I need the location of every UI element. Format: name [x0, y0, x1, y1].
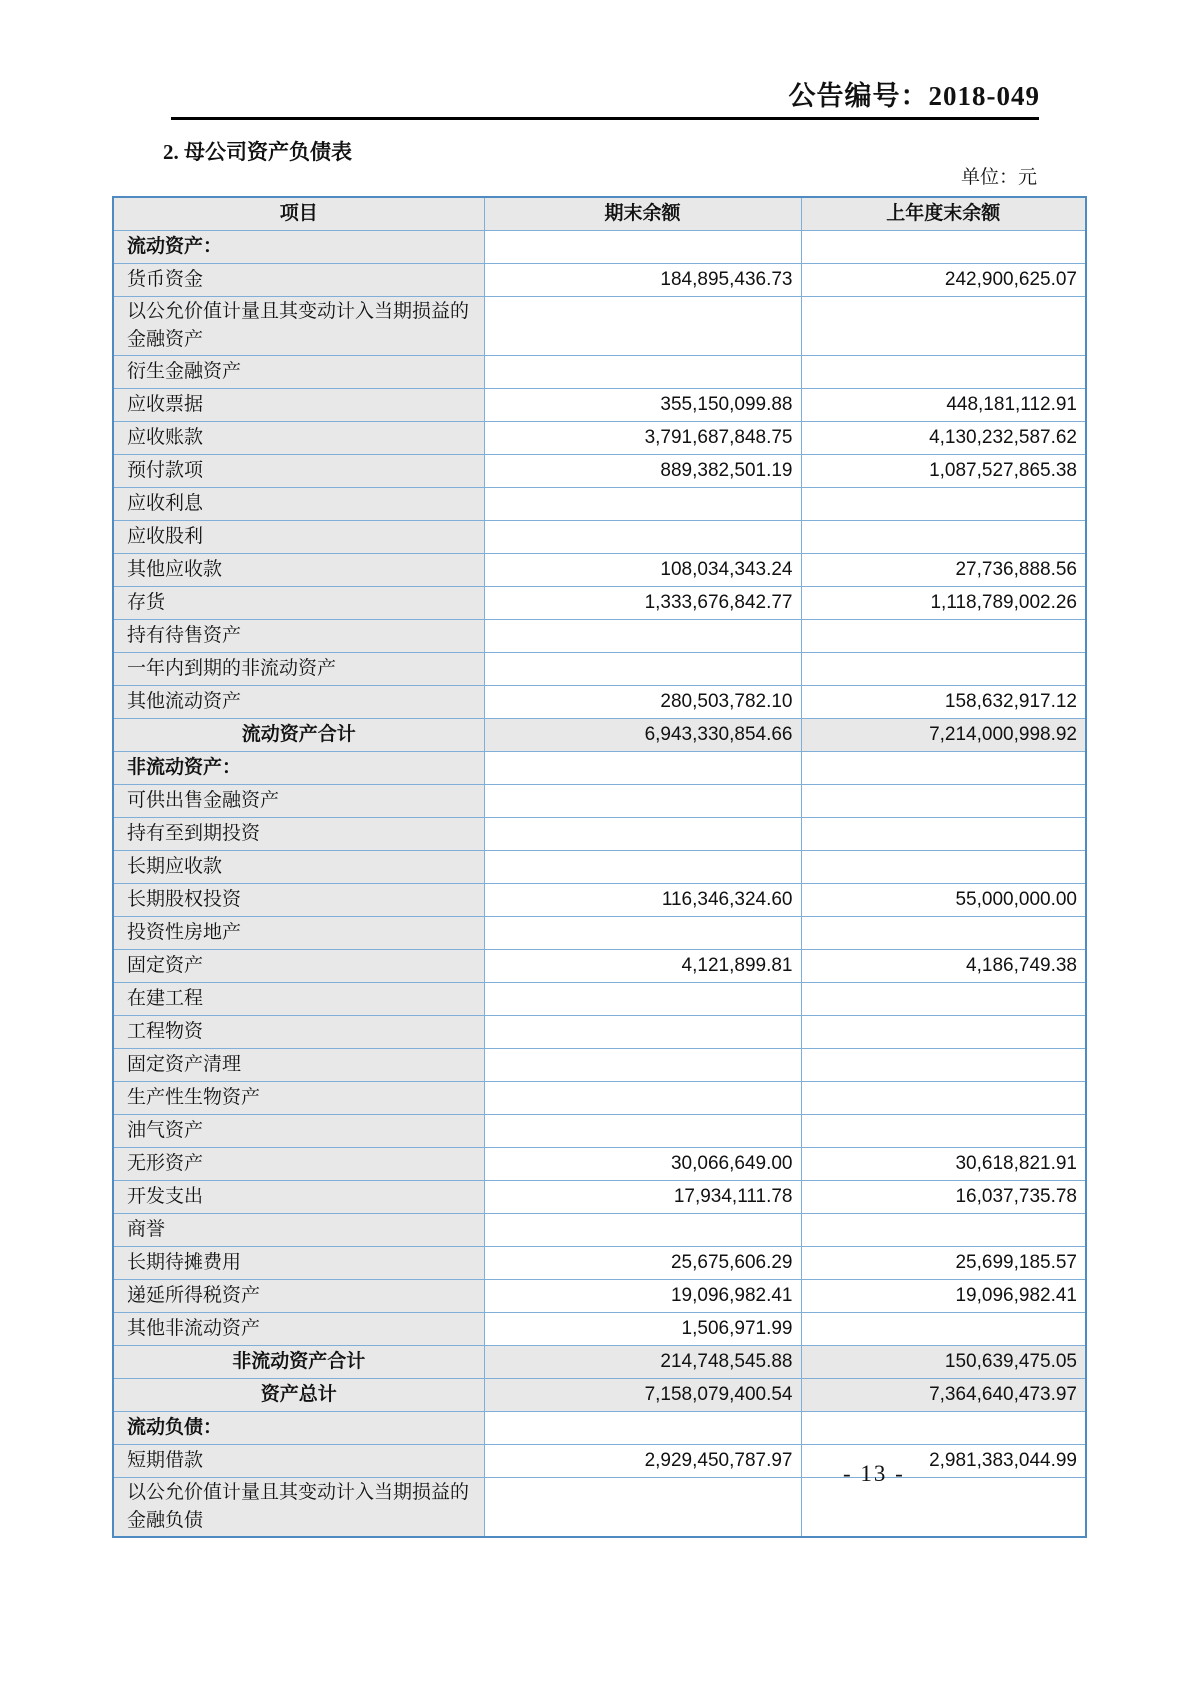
item-label-cell: 衍生金融资产 — [113, 356, 484, 389]
table-row — [113, 1412, 1086, 1445]
ending-balance-cell: 3,791,687,848.75 — [484, 422, 801, 455]
table-row — [113, 686, 1086, 719]
ending-balance-cell — [484, 1214, 801, 1247]
ending-balance-cell: 6,943,330,854.66 — [484, 719, 801, 752]
announcement-number: 公告编号：2018-049 — [788, 81, 1040, 111]
ending-balance-cell — [484, 620, 801, 653]
prior-year-balance-cell — [801, 983, 1086, 1016]
table-row — [113, 983, 1086, 1016]
item-label-cell: 油气资产 — [113, 1115, 484, 1148]
prior-year-balance-cell: 27,736,888.56 — [801, 554, 1086, 587]
item-label-cell: 投资性房地产 — [113, 917, 484, 950]
item-label-cell: 长期应收款 — [113, 851, 484, 884]
prior-year-balance-cell — [801, 917, 1086, 950]
prior-year-balance-cell — [801, 1049, 1086, 1082]
prior-year-balance-cell: 25,699,185.57 — [801, 1247, 1086, 1280]
prior-year-balance-cell: 1,118,789,002.26 — [801, 587, 1086, 620]
ending-balance-cell: 4,121,899.81 — [484, 950, 801, 983]
ending-balance-cell: 7,158,079,400.54 — [484, 1379, 801, 1412]
table-row — [113, 554, 1086, 587]
item-label-cell: 以公允价值计量且其变动计入当期损益的金融负债 — [113, 1478, 484, 1538]
ending-balance-cell: 214,748,545.88 — [484, 1346, 801, 1379]
table-row — [113, 356, 1086, 389]
table-row — [113, 752, 1086, 785]
prior-year-balance-cell — [801, 521, 1086, 554]
page-number: - 13 - — [843, 1461, 905, 1486]
item-label-cell: 其他应收款 — [113, 554, 484, 587]
ending-balance-cell — [484, 1016, 801, 1049]
item-label-cell: 递延所得税资产 — [113, 1280, 484, 1313]
item-label-cell: 流动负债： — [113, 1412, 484, 1445]
item-label-cell: 流动资产合计 — [113, 719, 484, 752]
column-header-item: 项目 — [113, 197, 484, 231]
ending-balance-cell: 108,034,343.24 — [484, 554, 801, 587]
prior-year-balance-cell — [801, 231, 1086, 264]
prior-year-balance-cell — [801, 851, 1086, 884]
item-label-cell: 应收利息 — [113, 488, 484, 521]
item-label-cell: 以公允价值计量且其变动计入当期损益的金融资产 — [113, 297, 484, 356]
section-title: 2. 母公司资产负债表 — [163, 140, 352, 164]
item-label-cell: 固定资产 — [113, 950, 484, 983]
table-row — [113, 1478, 1086, 1538]
ending-balance-cell: 280,503,782.10 — [484, 686, 801, 719]
table-row — [113, 1049, 1086, 1082]
prior-year-balance-cell: 4,186,749.38 — [801, 950, 1086, 983]
item-label-cell: 工程物资 — [113, 1016, 484, 1049]
ending-balance-cell — [484, 1115, 801, 1148]
table-row — [113, 1148, 1086, 1181]
table-row — [113, 1181, 1086, 1214]
ending-balance-cell — [484, 231, 801, 264]
table-row — [113, 1115, 1086, 1148]
ending-balance-cell — [484, 917, 801, 950]
prior-year-balance-cell — [801, 356, 1086, 389]
item-label-cell: 一年内到期的非流动资产 — [113, 653, 484, 686]
item-label-cell: 生产性生物资产 — [113, 1082, 484, 1115]
item-label-cell: 商誉 — [113, 1214, 484, 1247]
table-row — [113, 950, 1086, 983]
prior-year-balance-cell: 30,618,821.91 — [801, 1148, 1086, 1181]
table-row — [113, 1346, 1086, 1379]
table-row — [113, 455, 1086, 488]
prior-year-balance-cell — [801, 1313, 1086, 1346]
item-label-cell: 持有至到期投资 — [113, 818, 484, 851]
item-label-cell: 预付款项 — [113, 455, 484, 488]
item-label-cell: 无形资产 — [113, 1148, 484, 1181]
unit-label: 单位：元 — [960, 167, 1037, 188]
ending-balance-cell — [484, 653, 801, 686]
item-label-cell: 应收票据 — [113, 389, 484, 422]
ending-balance-cell — [484, 785, 801, 818]
table-row — [113, 1082, 1086, 1115]
table-row — [113, 1214, 1086, 1247]
ending-balance-cell — [484, 1082, 801, 1115]
ending-balance-cell — [484, 752, 801, 785]
ending-balance-cell — [484, 818, 801, 851]
table-row — [113, 389, 1086, 422]
ending-balance-cell — [484, 851, 801, 884]
item-label-cell: 存货 — [113, 587, 484, 620]
item-label-cell: 长期待摊费用 — [113, 1247, 484, 1280]
table-row — [113, 521, 1086, 554]
ending-balance-cell: 116,346,324.60 — [484, 884, 801, 917]
item-label-cell: 应收股利 — [113, 521, 484, 554]
ending-balance-cell — [484, 1478, 801, 1538]
item-label-cell: 在建工程 — [113, 983, 484, 1016]
balance-sheet-table — [112, 196, 1087, 1538]
item-label-cell: 其他非流动资产 — [113, 1313, 484, 1346]
ending-balance-cell: 25,675,606.29 — [484, 1247, 801, 1280]
ending-balance-cell — [484, 488, 801, 521]
prior-year-balance-cell: 158,632,917.12 — [801, 686, 1086, 719]
ending-balance-cell: 17,934,111.78 — [484, 1181, 801, 1214]
item-label-cell: 非流动资产： — [113, 752, 484, 785]
table-row — [113, 297, 1086, 356]
prior-year-balance-cell: 150,639,475.05 — [801, 1346, 1086, 1379]
item-label-cell: 长期股权投资 — [113, 884, 484, 917]
prior-year-balance-cell — [801, 785, 1086, 818]
prior-year-balance-cell: 7,364,640,473.97 — [801, 1379, 1086, 1412]
table-row — [113, 231, 1086, 264]
prior-year-balance-cell — [801, 488, 1086, 521]
prior-year-balance-cell: 16,037,735.78 — [801, 1181, 1086, 1214]
prior-year-balance-cell: 242,900,625.07 — [801, 264, 1086, 297]
prior-year-balance-cell — [801, 818, 1086, 851]
ending-balance-cell — [484, 521, 801, 554]
table-row — [113, 1016, 1086, 1049]
table-row — [113, 587, 1086, 620]
item-label-cell: 其他流动资产 — [113, 686, 484, 719]
ending-balance-cell — [484, 983, 801, 1016]
prior-year-balance-cell — [801, 1412, 1086, 1445]
table-row — [113, 1247, 1086, 1280]
ending-balance-cell: 1,506,971.99 — [484, 1313, 801, 1346]
table-row — [113, 785, 1086, 818]
item-label-cell: 流动资产： — [113, 231, 484, 264]
prior-year-balance-cell — [801, 752, 1086, 785]
prior-year-balance-cell — [801, 1214, 1086, 1247]
item-label-cell: 持有待售资产 — [113, 620, 484, 653]
ending-balance-cell: 355,150,099.88 — [484, 389, 801, 422]
item-label-cell: 货币资金 — [113, 264, 484, 297]
item-label-cell: 资产总计 — [113, 1379, 484, 1412]
prior-year-balance-cell: 2,981,383,044.99 — [801, 1445, 1086, 1478]
column-header-ending-balance: 期末余额 — [484, 197, 801, 231]
table-row — [113, 488, 1086, 521]
table-row — [113, 620, 1086, 653]
ending-balance-cell: 19,096,982.41 — [484, 1280, 801, 1313]
table-row — [113, 917, 1086, 950]
item-label-cell: 固定资产清理 — [113, 1049, 484, 1082]
prior-year-balance-cell: 19,096,982.41 — [801, 1280, 1086, 1313]
item-label-cell: 开发支出 — [113, 1181, 484, 1214]
prior-year-balance-cell — [801, 653, 1086, 686]
prior-year-balance-cell — [801, 1115, 1086, 1148]
prior-year-balance-cell: 55,000,000.00 — [801, 884, 1086, 917]
prior-year-balance-cell — [801, 1016, 1086, 1049]
item-label-cell: 可供出售金融资产 — [113, 785, 484, 818]
ending-balance-cell — [484, 1049, 801, 1082]
ending-balance-cell: 1,333,676,842.77 — [484, 587, 801, 620]
table-row — [113, 1379, 1086, 1412]
table-row — [113, 1445, 1086, 1478]
item-label-cell: 非流动资产合计 — [113, 1346, 484, 1379]
prior-year-balance-cell: 4,130,232,587.62 — [801, 422, 1086, 455]
item-label-cell: 应收账款 — [113, 422, 484, 455]
prior-year-balance-cell: 1,087,527,865.38 — [801, 455, 1086, 488]
prior-year-balance-cell: 7,214,000,998.92 — [801, 719, 1086, 752]
prior-year-balance-cell — [801, 297, 1086, 356]
item-label-cell: 短期借款 — [113, 1445, 484, 1478]
table-row — [113, 1313, 1086, 1346]
table-row — [113, 422, 1086, 455]
ending-balance-cell: 889,382,501.19 — [484, 455, 801, 488]
column-header-prior-year-balance: 上年度末余额 — [801, 197, 1086, 231]
prior-year-balance-cell — [801, 1082, 1086, 1115]
ending-balance-cell — [484, 297, 801, 356]
ending-balance-cell: 184,895,436.73 — [484, 264, 801, 297]
table-row — [113, 264, 1086, 297]
ending-balance-cell — [484, 1412, 801, 1445]
ending-balance-cell — [484, 356, 801, 389]
ending-balance-cell: 30,066,649.00 — [484, 1148, 801, 1181]
table-row — [113, 719, 1086, 752]
prior-year-balance-cell — [801, 620, 1086, 653]
header-rule — [171, 117, 1039, 120]
prior-year-balance-cell: 448,181,112.91 — [801, 389, 1086, 422]
ending-balance-cell: 2,929,450,787.97 — [484, 1445, 801, 1478]
table-row — [113, 1280, 1086, 1313]
table-header-row — [113, 197, 1086, 231]
table-row — [113, 851, 1086, 884]
table-row — [113, 884, 1086, 917]
table-row — [113, 653, 1086, 686]
table-row — [113, 818, 1086, 851]
